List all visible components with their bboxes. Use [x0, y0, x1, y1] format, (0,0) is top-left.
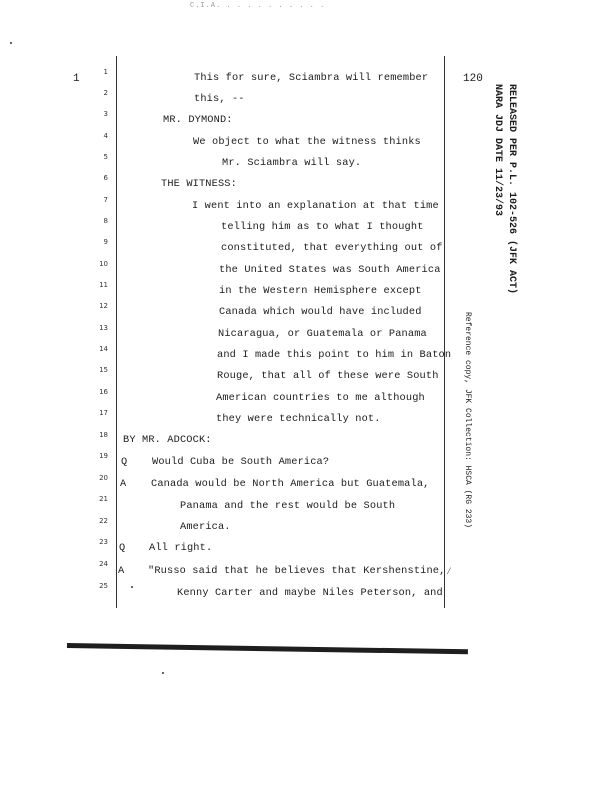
transcript-line: I went into an explanation at that time [192, 200, 439, 212]
transcript-line: the United States was South America [219, 264, 441, 276]
transcript-line: This for sure, Sciambra will remember [194, 72, 429, 84]
line-number: 21 [99, 495, 108, 503]
line-number: 4 [103, 132, 108, 140]
line-number: 9 [103, 238, 108, 246]
line-number: 15 [99, 366, 108, 374]
scan-speck [131, 586, 133, 588]
line-number: 18 [99, 431, 108, 439]
transcript-line: this, -- [194, 93, 245, 105]
line-number: 11 [99, 281, 108, 289]
transcript-line: Canada which would have included [219, 306, 422, 318]
transcript-line: telling him as to what I thought [221, 221, 424, 233]
qa-label: A [118, 565, 125, 577]
line-number: 8 [103, 217, 108, 225]
transcript-line: All right. [149, 542, 213, 554]
transcript-line: Nicaragua, or Guatemala or Panama [218, 328, 427, 340]
line-number: 24 [99, 560, 108, 568]
transcript-line: Kenny Carter and maybe Niles Peterson, and [177, 587, 443, 599]
line-number: 5 [103, 153, 108, 161]
line-number: 6 [103, 174, 108, 182]
scan-speck [162, 672, 164, 674]
line-number: 7 [103, 196, 108, 204]
line-number: 3 [103, 110, 108, 118]
scan-speck [10, 42, 12, 44]
line-number: 12 [99, 302, 108, 310]
line-number: 20 [99, 474, 108, 482]
bottom-rule [67, 643, 468, 654]
left-page-mark: 1 [73, 73, 80, 85]
line-number: 25 [99, 582, 108, 590]
transcript-line: "Russo said that he believes that Kershenstine, [148, 565, 446, 577]
examination-heading: BY MR. ADCOCK: [123, 434, 212, 446]
transcript-line: Mr. Sciambra will say. [222, 157, 362, 169]
left-margin-rule [116, 56, 117, 608]
faint-header-text: C.I.A. . . . . . . . . . . [190, 2, 326, 10]
speaker-label: THE WITNESS: [161, 178, 237, 190]
transcript-line: constituted, that everything out of [221, 242, 443, 254]
page-number: 120 [463, 73, 483, 85]
nara-date-stamp: NARA JDJ DATE 11/23/93 [492, 84, 503, 217]
transcript-line: Panama and the rest would be South [180, 500, 396, 512]
qa-label: Q [121, 456, 128, 468]
line-number: 10 [99, 260, 108, 268]
transcript-line: America. [180, 521, 231, 533]
line-number: 19 [99, 452, 108, 460]
line-number: 2 [103, 89, 108, 97]
right-margin-rule [444, 56, 445, 608]
transcript-line: they were technically not. [216, 413, 381, 425]
line-number: 13 [99, 324, 108, 332]
reference-copy-stamp: Reference copy, JFK Collection: HSCA (RG 233) [463, 312, 472, 529]
line-number: 1 [103, 68, 108, 76]
line-number: 17 [99, 409, 108, 417]
line-number: 14 [99, 345, 108, 353]
transcript-line: in the Western Hemisphere except [219, 285, 422, 297]
line-number: 22 [99, 517, 108, 525]
release-stamp: RELEASED PER P.L. 102-526 (JFK ACT) [506, 84, 517, 295]
line-number: 16 [99, 388, 108, 396]
transcript-line: and I made this point to him in Baton [217, 349, 452, 361]
transcript-line: We object to what the witness thinks [193, 136, 421, 148]
pen-mark-icon: ⁄ [446, 567, 453, 578]
transcript-line: Would Cuba be South America? [152, 456, 330, 468]
qa-label: A [120, 478, 127, 490]
transcript-line: Canada would be North America but Guatemala, [151, 478, 430, 490]
transcript-line: Rouge, that all of these were South [217, 370, 439, 382]
qa-label: Q [119, 542, 126, 554]
transcript-line: American countries to me although [216, 392, 425, 404]
line-number: 23 [99, 538, 108, 546]
speaker-label: MR. DYMOND: [163, 114, 233, 126]
